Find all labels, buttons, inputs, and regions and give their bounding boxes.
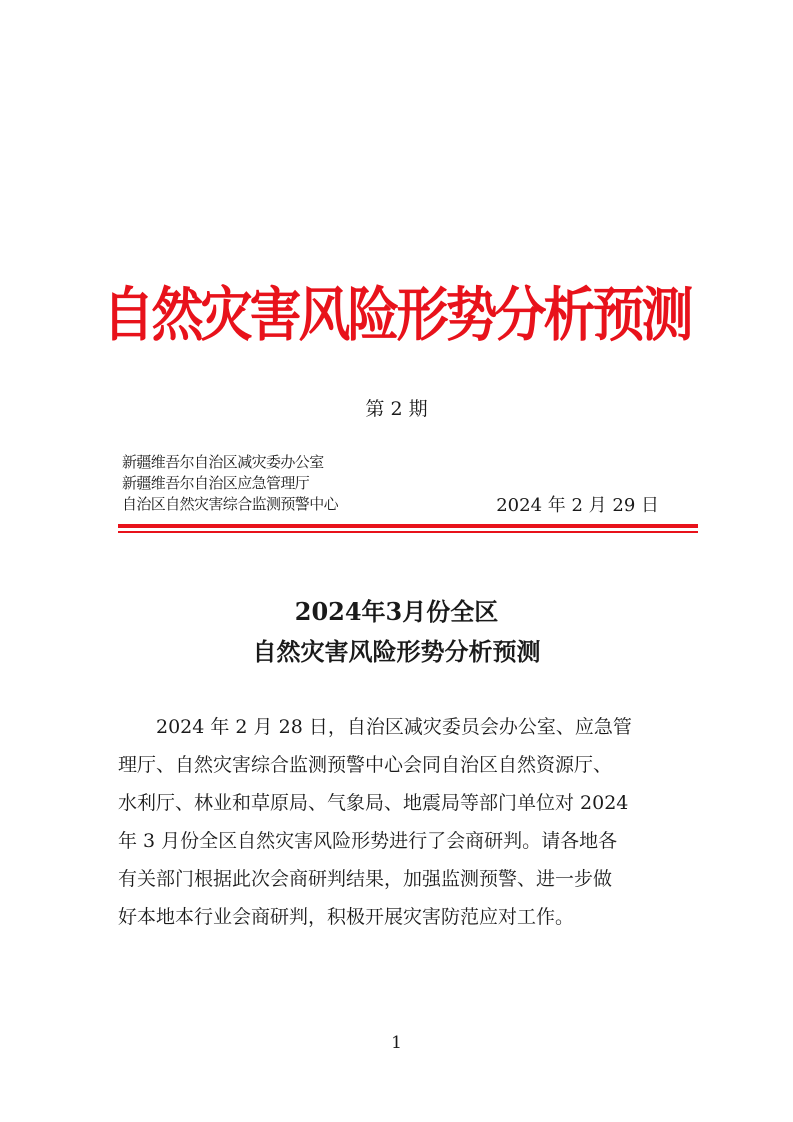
issue-date: 2024 年 2 月 29 日 <box>496 495 659 516</box>
page-number: 1 <box>391 1033 402 1053</box>
issue-number: 第 2 期 <box>365 398 428 420</box>
issuer-line: 自治区自然灾害综合监测预警中心 <box>122 495 339 513</box>
body-line: 好本地本行业会商研判，积极开展灾害防范应对工作。 <box>118 906 575 928</box>
issuer-line: 新疆维吾尔自治区应急管理厅 <box>122 474 310 492</box>
document-title-line: 2024年3月份全区 <box>294 597 499 626</box>
document-title-line: 自然灾害风险形势分析预测 <box>252 637 541 666</box>
header-divider-thick <box>118 524 698 528</box>
body-line: 2024 年 2 月 28 日，自治区减灾委员会办公室、应急管 <box>156 716 632 738</box>
issuing-organizations <box>122 452 338 515</box>
body-line: 水利厅、林业和草原局、气象局、地震局等部门单位对 2024 <box>118 792 629 814</box>
body-line: 有关部门根据此次会商研判结果，加强监测预警、进一步做 <box>118 868 613 890</box>
document-title <box>0 592 793 672</box>
body-line: 年 3 月份全区自然灾害风险形势进行了会商研判。请各地各 <box>118 830 618 852</box>
header-divider-thin <box>118 531 698 533</box>
body-line: 理厅、自然灾害综合监测预警中心会同自治区自然资源厅、 <box>118 754 613 776</box>
masthead-title: 自然灾害风险形势分析预测 <box>102 282 691 350</box>
body-paragraph <box>118 708 688 936</box>
issuer-line: 新疆维吾尔自治区减灾委办公室 <box>122 453 324 471</box>
